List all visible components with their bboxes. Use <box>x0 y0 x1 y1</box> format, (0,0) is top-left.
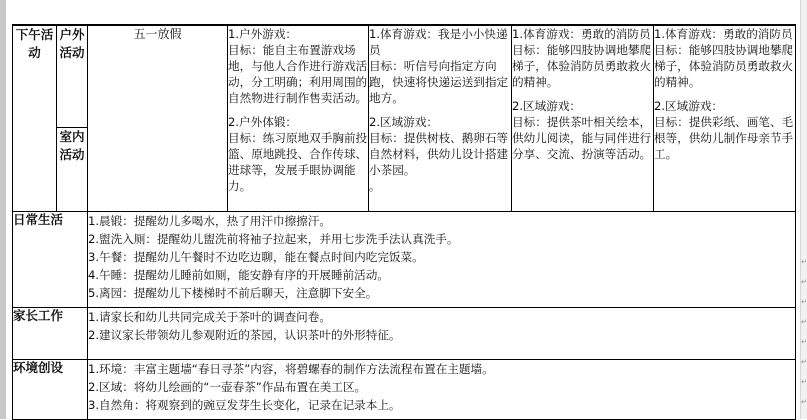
list-item: 3.午餐：提醒幼儿午餐时不边吃边聊，能在餐点时间内吃完饭菜。 <box>88 249 424 264</box>
activity-goal: 目标：提供彩纸、画笔、毛根等，供幼儿制作母亲节手工。 <box>654 115 794 161</box>
indoor-activity-label: 室内活动 <box>57 127 88 211</box>
activity-goal: 目标：能自主布置游戏场地，与他人合作进行游戏活动，分工明确；利用周围的自然物进行制作售卖活动。 <box>228 43 368 105</box>
parents-work-content <box>88 307 796 359</box>
paragraph-mark-icon: ↵ <box>801 278 807 286</box>
activity-cell-col5 <box>654 25 796 211</box>
environment-label: 环境创设 <box>13 359 88 419</box>
activity-goal: 目标：能够四肢协调地攀爬梯子，体验消防员勇敢救火的精神。 <box>654 43 794 89</box>
list-item: 3.自然角：将观察到的豌豆发芽生长变化，记录在记录本上。 <box>88 397 401 412</box>
list-item: 4.午睡：提醒幼儿睡前如厕，能安静有序的开展睡前活动。 <box>88 267 389 282</box>
paragraph-mark-icon: ↵ <box>801 338 807 346</box>
outdoor-activity-label: 户外活动 <box>57 25 88 127</box>
left-scroll-gutter <box>0 0 6 419</box>
paragraph-mark-icon: ↵ <box>801 378 807 386</box>
afternoon-activity-label: 下午活动 <box>13 25 57 211</box>
activity-goal: 目标：练习原地双手胸前投篮、原地跳投、合作传球、进球等，发展手眼协调能力。 <box>228 131 368 193</box>
activity-trailing-mark: 。 <box>369 179 381 193</box>
daily-life-content <box>88 211 796 307</box>
activity-title: 2.区域游戏： <box>654 99 724 113</box>
list-item: 2.区域：将幼儿绘画的“一壶春茶”作品布置在美工区。 <box>88 379 367 394</box>
activity-title: 2.区域游戏： <box>369 115 439 129</box>
activity-goal: 目标：能够四肢协调地攀爬梯子，体验消防员勇敢救火的精神。 <box>512 43 652 89</box>
activity-cell-col4 <box>512 25 654 211</box>
list-item: 1.环境：丰富主题墙“春日寻茶”内容，将碧螺春的制作方法流程布置在主题墙。 <box>88 361 494 376</box>
paragraph-mark-icon: ↵ <box>801 258 807 266</box>
paragraph-mark-icon: ↵ <box>801 398 807 406</box>
environment-row <box>13 359 796 419</box>
activity-title: 1.户外游戏： <box>228 27 298 41</box>
list-item: 2.盥洗入厕：提醒幼儿盥洗前将袖子拉起来，并用七步洗手法认真洗手。 <box>88 231 459 246</box>
paragraph-marks <box>801 252 807 412</box>
environment-content <box>88 359 796 419</box>
list-item: 1.晨锻：提醒幼儿多喝水，热了用汗巾擦擦汗。 <box>88 213 331 228</box>
list-item: 5.离园：提醒幼儿下楼梯时不前后聊天，注意脚下安全。 <box>88 285 378 300</box>
parents-work-label: 家长工作 <box>13 307 88 359</box>
activity-title: 1.体育游戏：勇敢的消防员 <box>512 27 651 41</box>
parents-work-row <box>13 307 796 359</box>
daily-life-row <box>13 211 796 307</box>
activity-cell-col3 <box>369 25 512 211</box>
friday-holiday-cell: 五一放假 <box>88 25 228 211</box>
activity-title: 2.区域游戏： <box>512 99 582 113</box>
weekly-plan-table <box>12 24 796 420</box>
list-item: 1.请家长和幼儿共同完成关于茶叶的调查问卷。 <box>88 309 331 324</box>
paragraph-mark-icon: ↵ <box>801 298 807 306</box>
afternoon-outdoor-row <box>13 25 796 127</box>
activity-goal: 目标：提供茶叶相关绘本，供幼儿阅读，能与同伴进行分享、交流、扮演等活动。 <box>512 115 652 161</box>
daily-life-label: 日常生活 <box>13 211 88 307</box>
activity-title: 1.体育游戏：勇敢的消防员 <box>654 27 793 41</box>
paragraph-mark-icon: ↵ <box>801 318 807 326</box>
list-item: 2.建议家长带领幼儿参观附近的茶园，认识茶叶的外形特征。 <box>88 327 401 342</box>
activity-cell-col2 <box>228 25 369 211</box>
activity-title: 2.户外体锻： <box>228 115 298 129</box>
activity-goal: 目标：听信号向指定方向跑，快速将快递运送到指定地方。 <box>369 59 509 105</box>
activity-title: 1.体育游戏：我是小小快递员 <box>369 27 508 57</box>
activity-goal: 目标：提供树枝、鹅卵石等自然材料，供幼儿设计搭建小茶园。 <box>369 131 509 177</box>
paragraph-mark-icon: ↵ <box>801 358 807 366</box>
